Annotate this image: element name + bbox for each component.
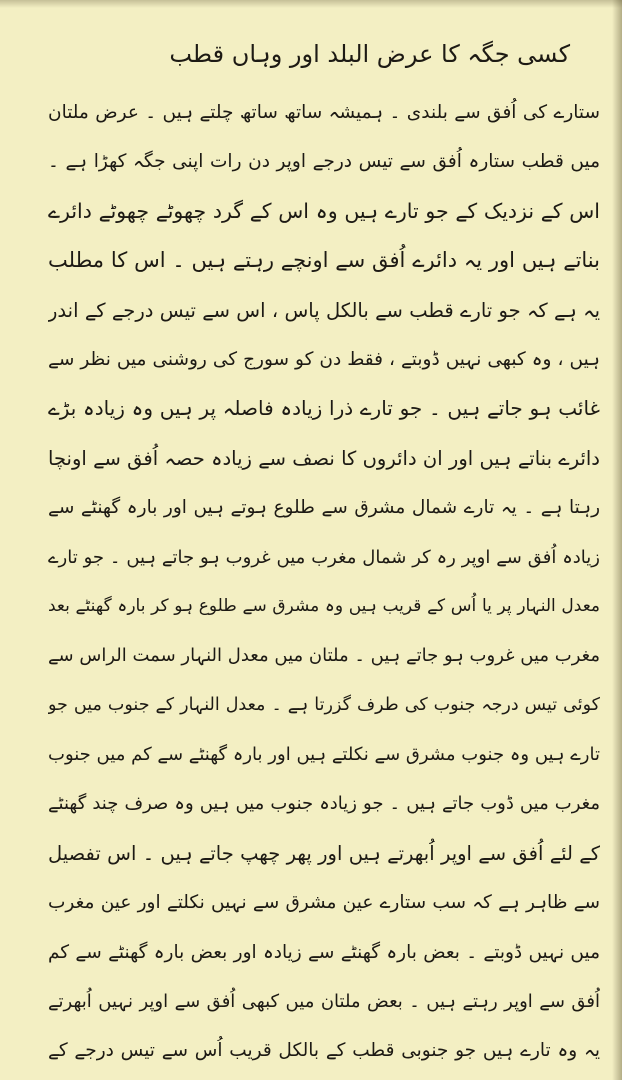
text-line: غائب ہو جاتے ہیں ۔ جو تارے ذرا زیادہ فاصلہ پر ہیں وہ زیادہ بڑے bbox=[48, 396, 600, 421]
text-line: میں نہیں ڈوبتے ۔ بعض بارہ گھنٹے سے زیادہ اور بعض بارہ گھنٹے سے کم bbox=[48, 941, 600, 963]
body-paragraph bbox=[48, 88, 600, 1076]
text-line: یہ وہ تارے ہیں جو جنوبی قطب کے بالکل قریب اُس سے تیس درجے کے bbox=[48, 1040, 600, 1062]
text-line: یہ ہے کہ جو تارے قطب سے بالکل پاس ، اس سے تیس درجے کے اندر bbox=[48, 298, 600, 322]
text-line: کے لئے اُفق سے اوپر اُبھرتے ہیں اور پھر چھپ جاتے ہیں ۔ اس تفصیل bbox=[48, 841, 600, 865]
text-line: ستارے کی اُفق سے بلندی ۔ ہمیشہ ساتھ ساتھ چلتے ہیں ۔ عرض ملتان bbox=[48, 102, 600, 123]
text-line: مغرب میں ڈوب جاتے ہیں ۔ جو زیادہ جنوب میں ہیں وہ صرف چند گھنٹے bbox=[48, 793, 600, 815]
text-line: میں قطب ستارہ اُفق سے تیس درجے اوپر دن رات اپنی جگہ کھڑا ہے ۔ bbox=[48, 151, 600, 173]
text-line: اس کے نزدیک کے جو تارے ہیں وہ اس کے گرد چھوٹے چھوٹے دائرے bbox=[48, 198, 600, 223]
text-line: تارے ہیں وہ جنوب مشرق سے نکلتے ہیں اور بارہ گھنٹے سے کم میں جنوب bbox=[48, 744, 600, 766]
text-line: بناتے ہیں اور یہ دائرے اُفق سے اونچے رہتے ہیں ۔ اس کا مطلب bbox=[48, 248, 600, 273]
text-line: ہیں ، وہ کبھی نہیں ڈوبتے ، فقط دن کو سورج کی روشنی میں نظر سے bbox=[48, 348, 600, 370]
text-line: زیادہ اُفق سے اوپر رہ کر شمال مغرب میں غروب ہو جاتے ہیں ۔ جو تارے bbox=[48, 546, 600, 568]
text-line: معدل النہار پر یا اُس کے قریب ہیں وہ مشرق سے طلوع ہو کر بارہ گھنٹے بعد bbox=[48, 595, 600, 616]
text-line: سے ظاہر ہے کہ سب ستارے عین مشرق سے نہیں نکلتے اور عین مغرب bbox=[48, 892, 600, 914]
section-heading: کسی جگہ کا عرض البلد اور وہاں قطب bbox=[169, 40, 570, 68]
text-line: دائرے بناتے ہیں اور ان دائروں کا نصف سے زیادہ حصہ اُفق سے اونچا bbox=[48, 446, 600, 470]
text-line: مغرب میں غروب ہو جاتے ہیں ۔ ملتان میں معدل النہار سمت الراس سے bbox=[48, 645, 600, 667]
text-line: کوئی تیس درجہ جنوب کی طرف گزرتا ہے ۔ معدل النہار کے جنوب میں جو bbox=[48, 694, 600, 715]
text-line: رہتا ہے ۔ یہ تارے شمال مشرق سے طلوع ہوتے ہیں اور بارہ گھنٹے سے bbox=[48, 497, 600, 519]
text-line: اُفق سے اوپر رہتے ہیں ۔ بعض ملتان میں کبھی اُفق سے اوپر نہیں اُبھرتے bbox=[48, 991, 600, 1013]
page-shadow-top bbox=[0, 0, 622, 8]
page-shadow-right bbox=[612, 0, 622, 1080]
